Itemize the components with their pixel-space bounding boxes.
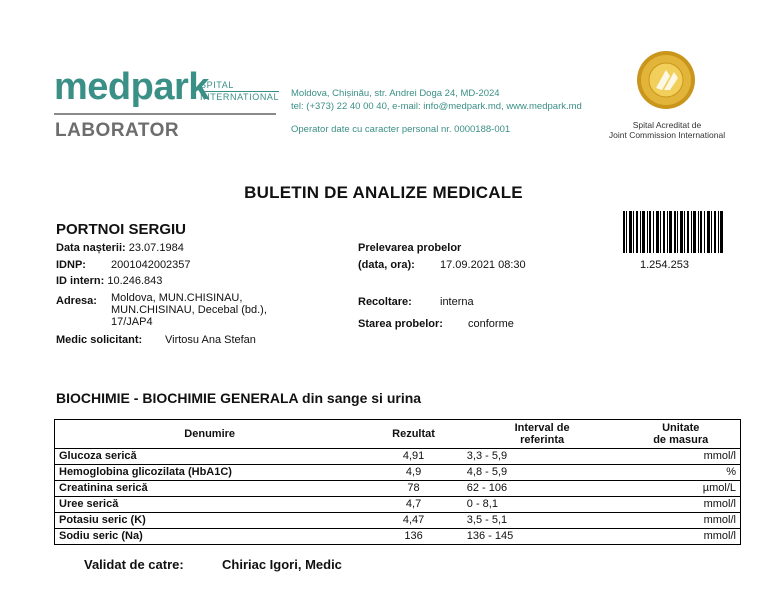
col-header-unit-2: de masura — [653, 434, 709, 446]
col-header-result: Rezultat — [364, 420, 462, 449]
test-unit: mmol/l — [621, 529, 740, 545]
idnp-value: 2001042002357 — [111, 259, 191, 271]
test-unit: % — [621, 465, 740, 481]
patient-name: PORTNOI SERGIU — [56, 221, 187, 238]
table-row — [55, 513, 741, 529]
test-unit: µmol/L — [621, 481, 740, 497]
table-row — [55, 497, 741, 513]
logo-subtitle — [200, 80, 279, 103]
test-name: Creatinina serică — [55, 481, 365, 497]
sample-state-label: Starea probelor: — [358, 318, 443, 330]
col-header-unit — [621, 420, 740, 449]
test-range: 3,3 - 5,9 — [463, 449, 622, 465]
test-name: Hemoglobina glicozilata (HbA1C) — [55, 465, 365, 481]
collection-label: Prelevarea probelor — [358, 242, 462, 254]
header-divider — [54, 113, 276, 115]
table-row — [55, 481, 741, 497]
birth-date-row — [56, 242, 184, 254]
test-unit: mmol/l — [621, 449, 740, 465]
idnp-label: IDNP: — [56, 259, 86, 271]
test-range: 4,8 - 5,9 — [463, 465, 622, 481]
intern-id-label: ID intern: — [56, 275, 105, 287]
table-row — [55, 449, 741, 465]
table-row — [55, 529, 741, 545]
col-header-interval-2: referinta — [520, 434, 565, 446]
address-label: Adresa: — [56, 295, 97, 307]
intern-id-value: 10.246.843 — [107, 275, 163, 287]
test-name: Sodiu seric (Na) — [55, 529, 365, 545]
accreditation-line-1: Spital Acreditat de — [632, 120, 702, 130]
barcode-icon — [623, 211, 723, 253]
document-title: BULETIN DE ANALIZE MEDICALE — [244, 183, 523, 202]
logo-sub-spital: SPITAL — [200, 80, 279, 92]
test-result: 4,9 — [364, 465, 462, 481]
col-header-name: Denumire — [55, 420, 365, 449]
birth-date-label: Data nașterii: — [56, 242, 126, 254]
validation-value: Chiriac Igori, Medic — [222, 557, 342, 572]
contact-phone-email: tel: (+373) 22 40 00 40, e-mail: info@medpark.md, www.medpark.md — [291, 101, 582, 112]
test-name: Uree serică — [55, 497, 365, 513]
test-unit: mmol/l — [621, 513, 740, 529]
table-row — [55, 465, 741, 481]
logo-sub-international: INTERNATIONAL — [200, 92, 280, 102]
accreditation-text — [592, 120, 742, 140]
intern-id-row — [56, 275, 162, 287]
test-range: 62 - 106 — [463, 481, 622, 497]
test-result: 4,91 — [364, 449, 462, 465]
collection-type-label: Recoltare: — [358, 296, 412, 308]
test-name: Glucoza serică — [55, 449, 365, 465]
department-title: LABORATOR — [55, 120, 180, 141]
sample-state-value: conforme — [468, 318, 514, 330]
collection-datetime: 17.09.2021 08:30 — [440, 259, 526, 271]
address-value — [111, 292, 267, 328]
test-result: 4,47 — [364, 513, 462, 529]
barcode-number: 1.254.253 — [640, 259, 689, 271]
test-range: 0 - 8,1 — [463, 497, 622, 513]
test-unit: mmol/l — [621, 497, 740, 513]
col-header-interval — [463, 420, 622, 449]
col-header-unit-1: Unitate — [662, 422, 700, 434]
operator-note: Operator date cu caracter personal nr. 0000188-001 — [291, 124, 511, 135]
section-title: BIOCHIMIE - BIOCHIMIE GENERALA din sange si urina — [56, 390, 422, 406]
test-result: 136 — [364, 529, 462, 545]
address-line: Moldova, MUN.CHISINAU, — [111, 292, 243, 304]
doctor-label: Medic solicitant: — [56, 334, 143, 346]
collection-label-sub: (data, ora): — [358, 259, 415, 271]
medpark-logo: medpark — [54, 66, 209, 108]
test-name: Potasiu seric (K) — [55, 513, 365, 529]
validation-label: Validat de catre: — [84, 557, 184, 572]
address-line: MUN.CHISINAU, Decebal (bd.), — [111, 304, 267, 316]
test-result: 78 — [364, 481, 462, 497]
results-table — [54, 419, 741, 545]
collection-type-value: interna — [440, 296, 474, 308]
test-range: 136 - 145 — [463, 529, 622, 545]
contact-info — [291, 87, 582, 113]
birth-date-value: 23.07.1984 — [128, 242, 184, 254]
contact-address: Moldova, Chișinău, str. Andrei Doga 24, MD-2024 — [291, 88, 500, 99]
table-header-row — [55, 420, 741, 449]
col-header-interval-1: Interval de — [514, 422, 570, 434]
test-range: 3,5 - 5,1 — [463, 513, 622, 529]
doctor-value: Virtosu Ana Stefan — [165, 334, 256, 346]
jci-seal-icon — [636, 50, 696, 110]
accreditation-line-2: Joint Commission International — [608, 130, 726, 140]
address-line: 17/JAP4 — [111, 316, 153, 328]
test-result: 4,7 — [364, 497, 462, 513]
